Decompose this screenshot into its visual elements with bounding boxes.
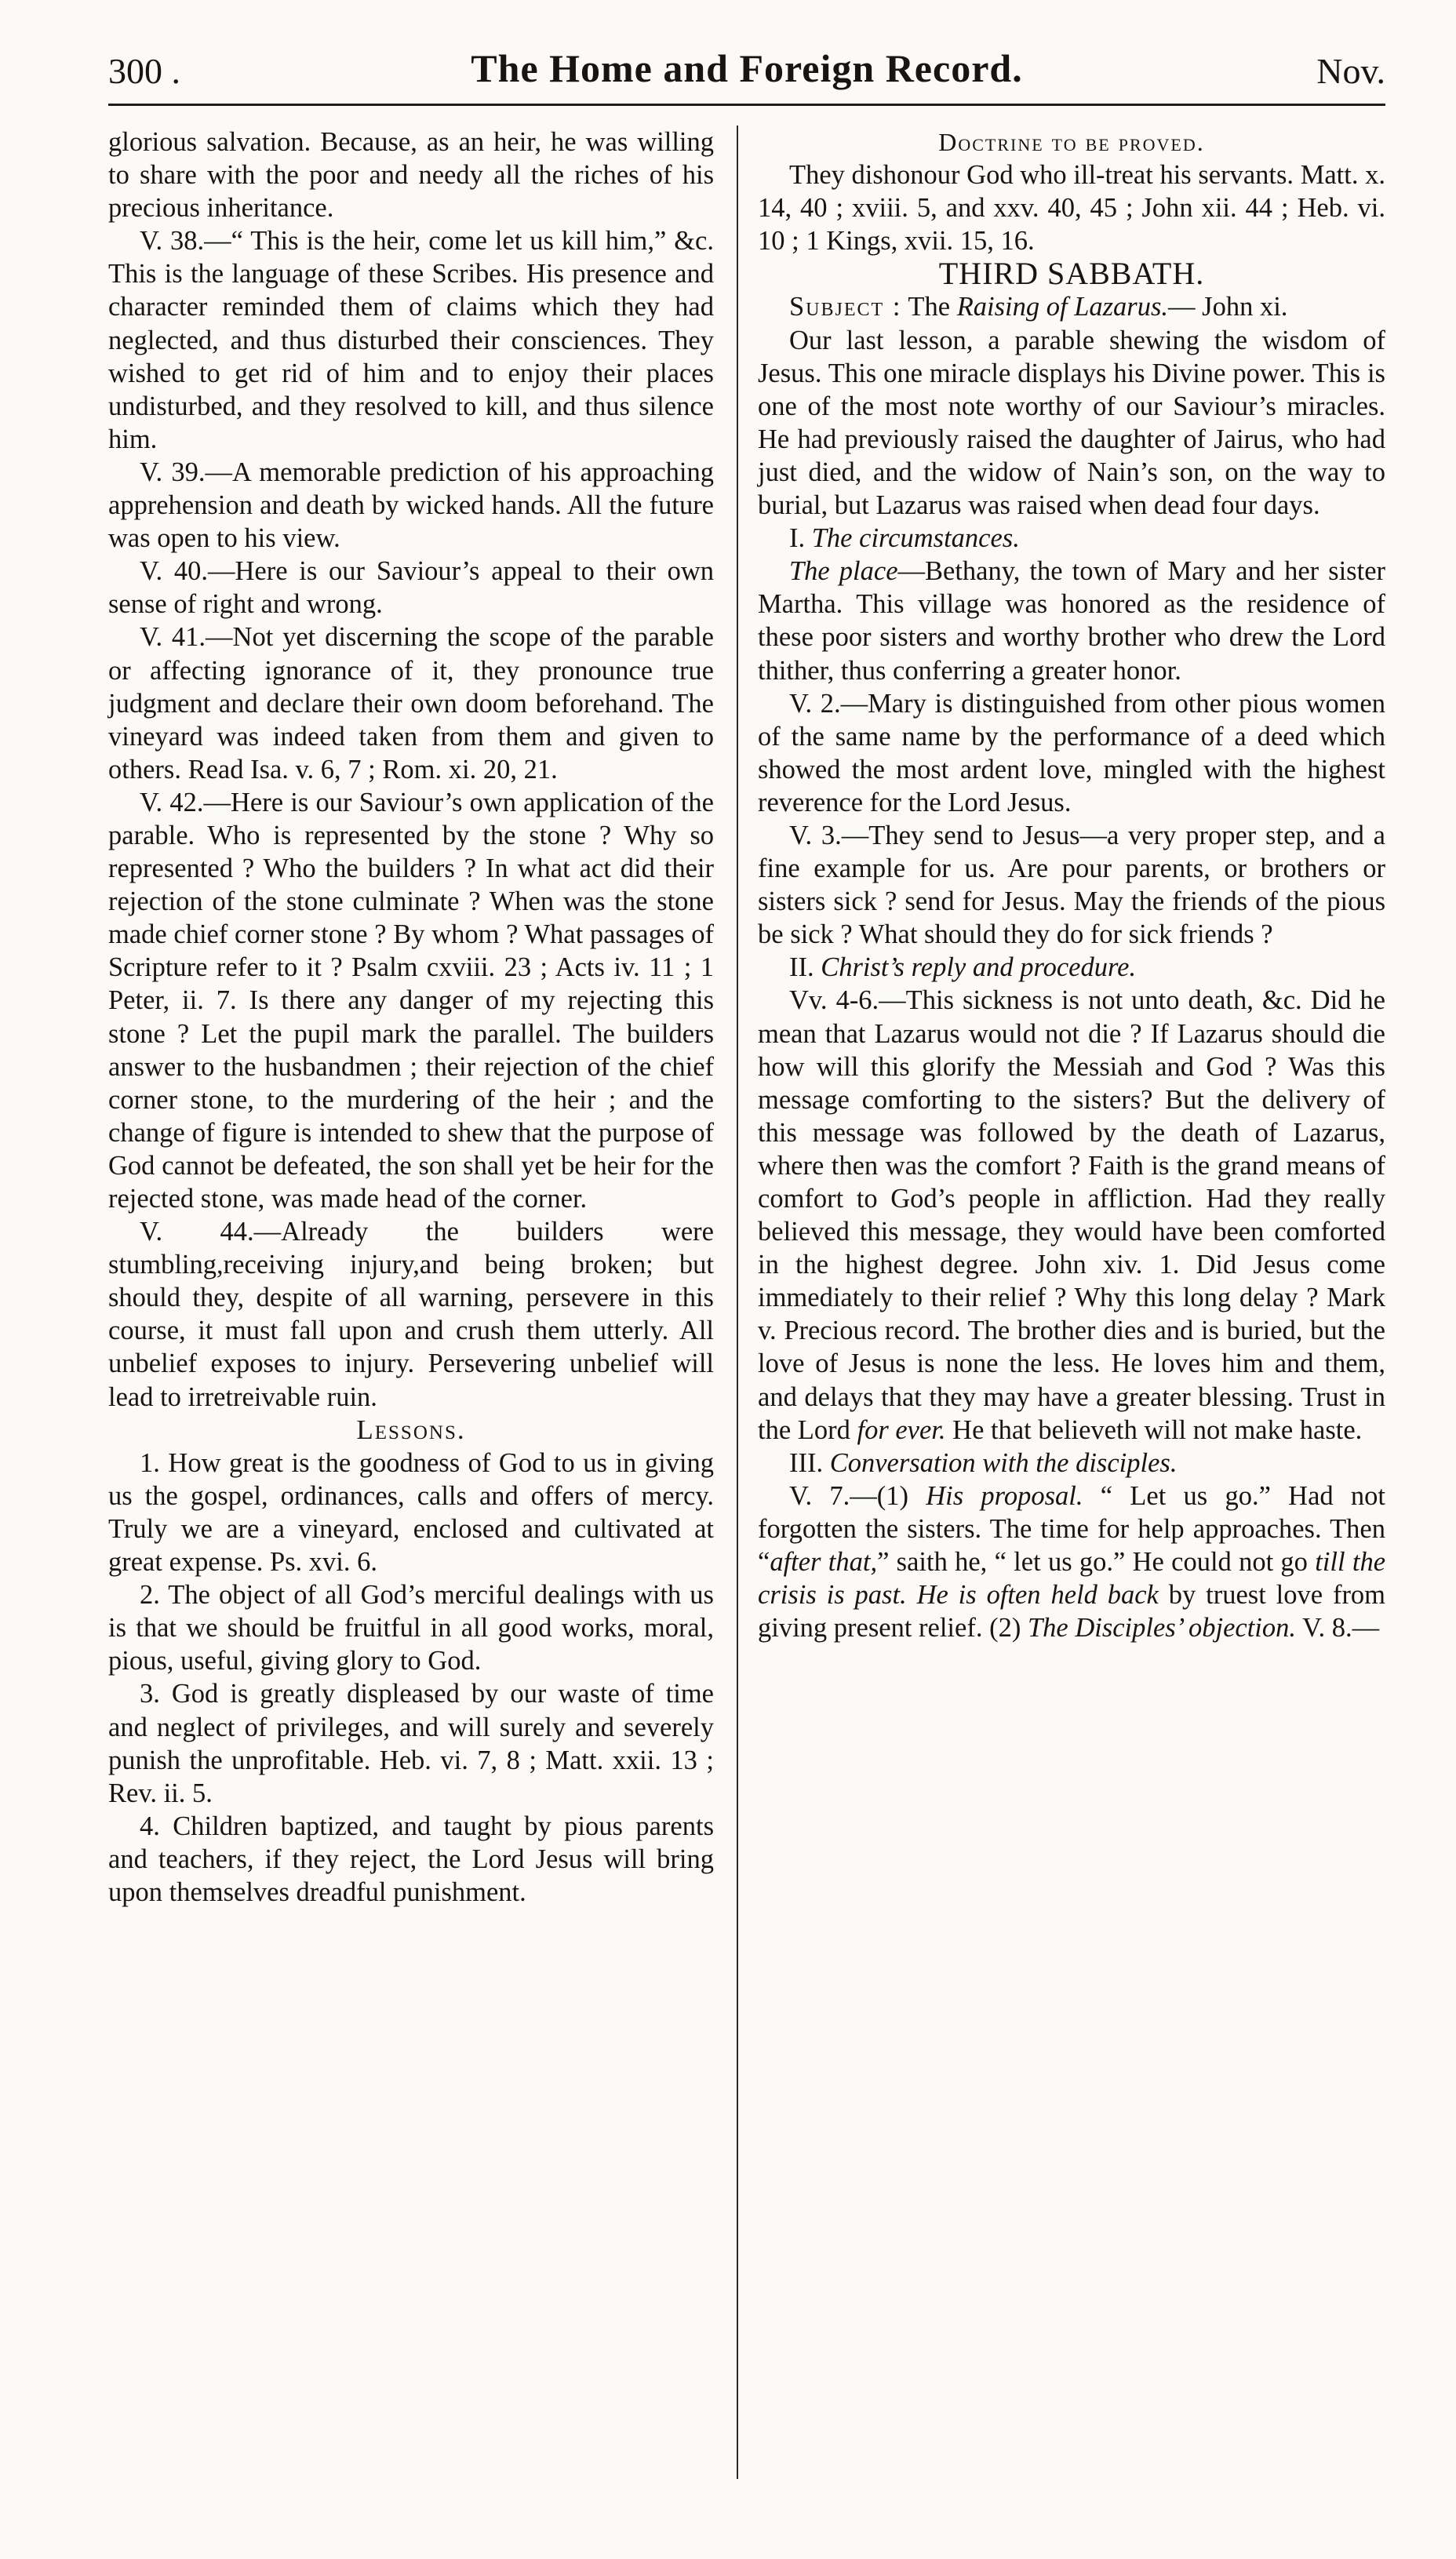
subject-reference: — John xi.	[1168, 292, 1288, 322]
paragraph	[758, 555, 1385, 686]
lessons-heading: Lessons.	[356, 1414, 466, 1445]
verse-text: Lord	[797, 1414, 850, 1445]
page-number: 300 .	[108, 51, 180, 91]
sabbath-heading: THIRD SABBATH.	[938, 256, 1205, 292]
section-number: III.	[789, 1447, 824, 1478]
verse-italic: His proposal.	[926, 1480, 1083, 1511]
verse-text: He that believeth will not make haste.	[952, 1414, 1363, 1445]
verse-italic: after that,	[770, 1547, 878, 1578]
verse-text: by truest love from giving present relief.	[758, 1580, 1386, 1644]
paragraph: V. 2.—Mary is distinguished from other pious women of the same name by the performance of a deed which showed the most ardent love, mingled with the highest reverence for the Lord Jesus.	[758, 688, 1385, 817]
verse-text: “ Let us go.” Had not forgotten the sisters. The time for help approaches. Then “	[758, 1480, 1386, 1578]
paragraph: V. 40.—Here is our Saviour’s appeal to their own sense of right and wrong.	[108, 556, 714, 620]
place-text: —Bethany, the town of Mary and her sister Martha. This village was honored as the residence of these poor sisters and worthy brother who drew the Lord thither, thus conferring a greater honor.	[758, 556, 1385, 686]
section-number: I.	[789, 523, 806, 554]
verse-italic: till the crisis is past. He is often held back	[758, 1547, 1386, 1611]
header-rule	[108, 104, 1385, 106]
verse-text: ” saith he, “ let us go.” He could not go	[877, 1547, 1308, 1578]
page-header	[108, 46, 1385, 102]
paragraph	[758, 984, 1385, 1446]
section-title: Conversation with the disciples.	[829, 1447, 1178, 1478]
section-heading	[758, 951, 1385, 984]
lesson-item: 1. How great is the goodness of God to us in giving us the gospel, ordinances, calls and offers of mercy. Truly we are a vineyard, enclosed and cultivated at great expense. Ps. xvi. 6.	[108, 1447, 714, 1578]
verse-text: Vv. 4-6.—This sickness is not unto death, &c. Did he mean that Lazarus would not die ? If Lazarus should die how will this glorify the Messiah and God ? Was this message comforting to the sisters? But the delivery of this message was followed by the death of Lazarus, where then was the comfort ? Faith is the grand means of comfort to God’s people in affliction. Had they really believed this message, they would have been comforted in the highest degree. John xiv. 1. Did Jesus come immediately to their relief ? Why this long delay ? Mark v. Precious record. The brother dies and is buried, but the love of Jesus is none the less. He loves him and them, and delays that they may have a greater blessing. Trust in the	[758, 985, 1385, 1445]
section-number: II.	[789, 952, 814, 983]
verse-text: V. 8.—	[1302, 1613, 1380, 1644]
left-column	[108, 126, 714, 1909]
running-title: The Home and Foreign Record.	[471, 46, 1023, 90]
paragraph: V. 41.—Not yet discerning the scope of the parable or affecting ignorance of it, they pronounce true judgment and declare their own doom beforehand. The vineyard was indeed taken from them and given to others. Read Isa. v. 6, 7 ; Rom. xi. 20, 21.	[108, 622, 714, 784]
subject-title: Raising of Lazarus.	[956, 292, 1169, 322]
paragraph: V. 42.—Here is our Saviour’s own application of the parable. Who is represented by the stone ? Why so represented ? Who the builders ? In what act did their rejection of the stone culminate ? When was the stone made chief corner stone ? By whom ? What passages of Scripture refer to it ? Psalm cxviii. 23 ; Acts iv. 11 ; 1 Peter, ii. 7. Is there any danger of my rejecting this stone ? Let the pupil mark the parallel. The builders answer to the husbandmen ; their rejection of the chief corner stone, to the murdering of the heir ; and the change of figure is intended to shew that the purpose of God cannot be defeated, the son shall yet be heir for the rejected stone, was made head of the corner.	[108, 787, 714, 1214]
paragraph: V. 44.—Already the builders were stumbling,receiving injury,and being broken; but should they, despite of all warning, persevere in this course, it must fall upon and crush them utterly. All unbelief exposes to injury. Persevering unbelief will lead to irretreivable ruin.	[108, 1217, 714, 1412]
section-title: Christ’s reply and procedure.	[821, 952, 1137, 983]
subject-text: The	[908, 292, 951, 322]
section-heading	[758, 1447, 1385, 1480]
paragraph	[758, 1480, 1385, 1644]
section-heading	[758, 522, 1385, 555]
doctrine-heading: Doctrine to be proved.	[938, 128, 1205, 156]
intro-paragraph: Our last lesson, a parable shewing the wisdom of Jesus. This one miracle displays his Divine power. This is one of the most note worthy of our Saviour’s miracles. He had previously raised the daughter of Jairus, who had just died, and the widow of Nain’s son, on the way to burial, but Lazarus was raised when dead four days.	[758, 325, 1385, 521]
section-title: The circumstances.	[811, 523, 1020, 554]
subject-line	[758, 290, 1385, 323]
verse-italic: The Disciples’ objection.	[1027, 1613, 1297, 1644]
lesson-item: 4. Children baptized, and taught by pious parents and teachers, if they reject, the Lord Jesus will bring upon themselves dreadful punishment.	[108, 1811, 714, 1907]
paragraph: V. 39.—A memorable prediction of his approaching apprehension and death by wicked hands. All the future was open to his view.	[108, 457, 714, 554]
subject-label: Subject :	[789, 292, 902, 322]
verse-italic: for ever.	[857, 1414, 946, 1445]
issue-month: Nov.	[1316, 51, 1385, 91]
lesson-item: 2. The object of all God’s merciful dealings with us is that we should be fruitful in all good works, moral, pious, useful, giving glory to God.	[108, 1580, 714, 1676]
verse-text: V. 7.—(1)	[789, 1480, 908, 1511]
paragraph: V. 38.—“ This is the heir, come let us kill him,” &c. This is the language of these Scribes. His presence and character reminded them of claims which they had neglected, and thus disturbed their consciences. They wished to get rid of him and to enjoy their places undisturbed, and they resolved to kill, and thus silence him.	[108, 226, 714, 454]
place-label: The place	[789, 556, 898, 587]
paragraph: V. 3.—They send to Jesus—a very proper step, and a fine example for us. Are pour parents, or brothers or sisters sick ? send for Jesus. May the friends of the pious be sick ? What should they do for sick friends ?	[758, 820, 1385, 950]
lesson-item: 3. God is greatly displeased by our waste of time and neglect of privileges, and will surely and severely punish the unprofitable. Heb. vi. 7, 8 ; Matt. xxii. 13 ; Rev. ii. 5.	[108, 1679, 714, 1808]
column-divider	[737, 126, 738, 2479]
right-column	[758, 126, 1385, 1644]
paragraph: glorious salvation. Because, as an heir, he was willing to share with the poor and needy all the riches of his precious inheritance.	[108, 127, 714, 224]
verse-text: (2)	[989, 1613, 1021, 1644]
doctrine-text: They dishonour God who ill-treat his servants. Matt. x. 14, 40 ; xviii. 5, and xxv. 40, 45 ; John xii. 44 ; Heb. vi. 10 ; 1 Kings, xvii. 15, 16.	[758, 160, 1385, 257]
